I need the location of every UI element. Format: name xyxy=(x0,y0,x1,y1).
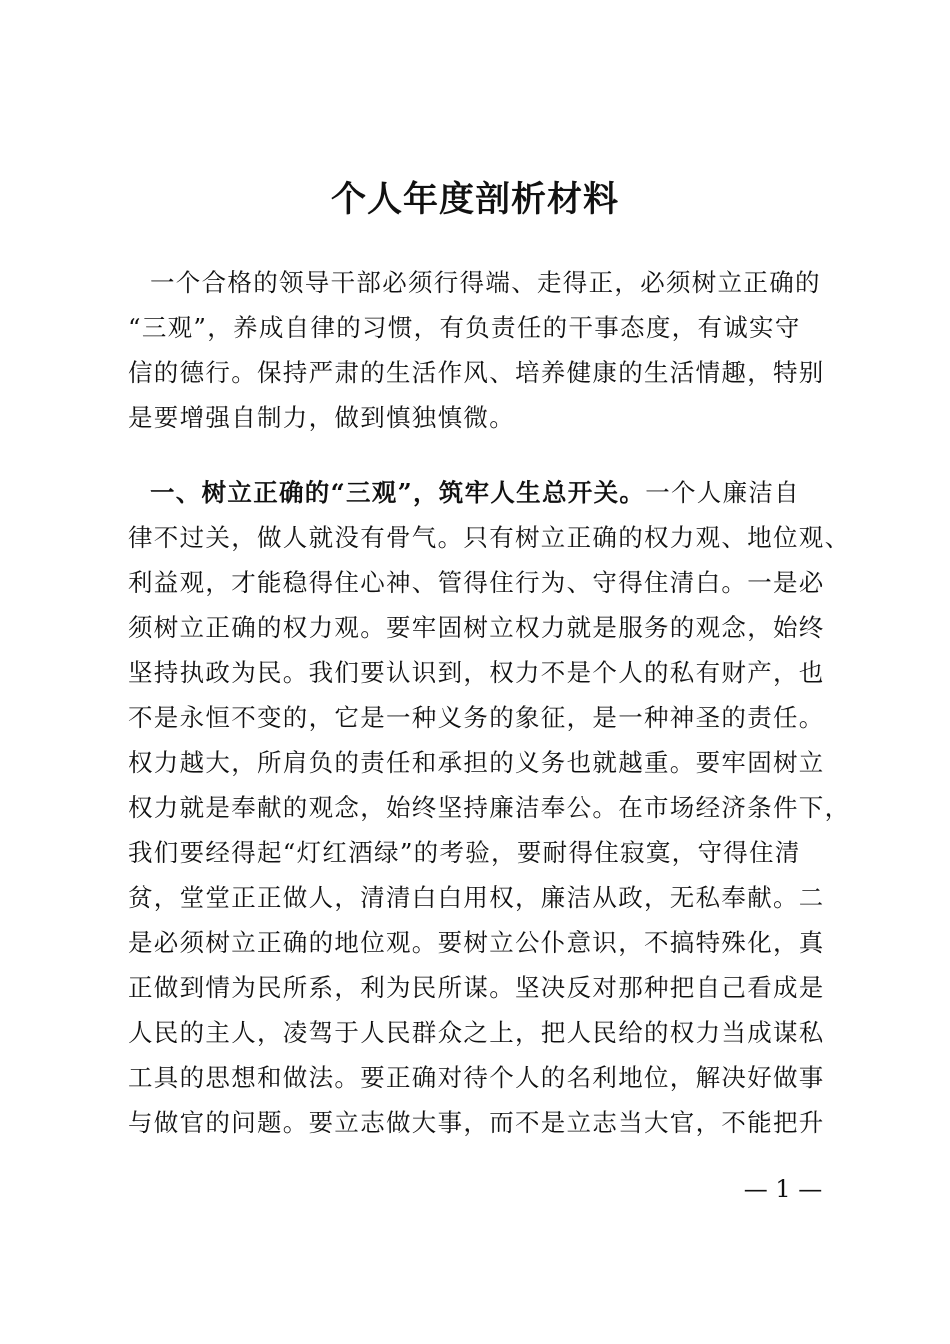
intro-line: 信的德行。保持严肃的生活作风、培养健康的生活情趣，特别 xyxy=(128,358,825,387)
body-line: 权力越大，所肩负的责任和承担的义务也就越重。要牢固树立 xyxy=(128,748,825,777)
page-number: — 1 — xyxy=(743,1175,823,1203)
intro-line: 一个合格的领导干部必须行得端、走得正，必须树立正确的 xyxy=(150,268,821,297)
section-1-first-line xyxy=(128,470,840,515)
body-line: 是必须树立正确的地位观。要树立公仆意识，不搞特殊化，真 xyxy=(128,928,825,957)
body-line: 与做官的问题。要立志做大事，而不是立志当大官，不能把升 xyxy=(128,1108,825,1137)
body-line: 正做到情为民所系，利为民所谋。坚决反对那种把自己看成是 xyxy=(128,973,825,1002)
body-line: 我们要经得起“灯红酒绿”的考验，要耐得住寂寞，守得住清 xyxy=(128,838,801,867)
section-1-heading: 一、树立正确的“三观”，筑牢人生总开关。 xyxy=(150,478,646,507)
body-line: 工具的思想和做法。要正确对待个人的名利地位，解决好做事 xyxy=(128,1063,825,1092)
body-line: 不是永恒不变的，它是一种义务的象征，是一种神圣的责任。 xyxy=(128,703,825,732)
body-line: 律不过关，做人就没有骨气。只有树立正确的权力观、地位观、 xyxy=(128,523,851,552)
body-line: 须树立正确的权力观。要牢固树立权力就是服务的观念，始终 xyxy=(128,613,825,642)
body-line: 利益观，才能稳得住心神、管得住行为、守得住清白。一是必 xyxy=(128,568,825,597)
intro-line: “三观”，养成自律的习惯，有负责任的干事态度，有诚实守 xyxy=(128,313,801,342)
document-title: 个人年度剖析材料 xyxy=(330,179,619,220)
section-1-paragraph xyxy=(128,470,851,1145)
body-line: 权力就是奉献的观念，始终坚持廉洁奉公。在市场经济条件下， xyxy=(128,793,851,822)
intro-paragraph xyxy=(128,260,840,440)
intro-line: 是要增强自制力，做到慎独慎微。 xyxy=(128,403,515,432)
section-1-first-line-text: 一个人廉洁自 xyxy=(645,478,800,507)
body-line: 贫，堂堂正正做人，清清白白用权，廉洁从政，无私奉献。二 xyxy=(128,883,825,912)
body-line: 坚持执政为民。我们要认识到，权力不是个人的私有财产，也 xyxy=(128,658,825,687)
body-line: 人民的主人，凌驾于人民群众之上，把人民给的权力当成谋私 xyxy=(128,1018,825,1047)
